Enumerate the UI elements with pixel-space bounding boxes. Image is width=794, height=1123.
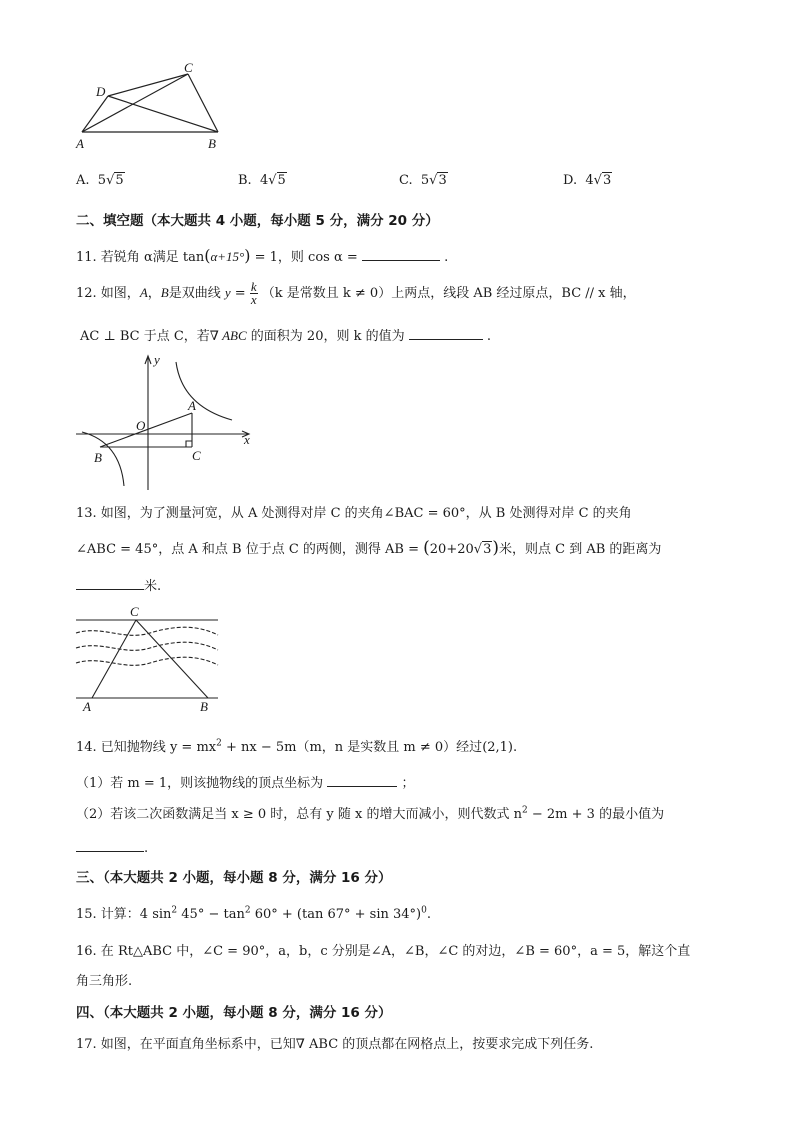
answer-blank-14-1[interactable] [327, 772, 397, 787]
answer-blank-12[interactable] [409, 325, 483, 340]
question-12-line1: 12. 如图，A，B是双曲线 y = $\frac{k}{x}$ （k 是常数且 k ≠ 0）上两点，线段 AB 经过原点，BC // x 轴， [76, 279, 636, 307]
fraction-k-over-x: $\frac{k}{x}$ [250, 279, 257, 307]
hyperbola-figure [72, 350, 264, 494]
section-heading-4: 四、（本大题共 2 小题，每小题 8 分，满分 16 分） [76, 1005, 392, 1021]
option-d[interactable]: D. 4√3 [563, 173, 612, 188]
wave-line-2 [76, 642, 218, 650]
option-b[interactable]: B. 4√5 [238, 173, 286, 188]
segment-cd [108, 74, 188, 96]
question-17: 17. 如图，在平面直角坐标系中，已知∇ ABC 的顶点都在网格点上，按要求完成下列任务. [76, 1037, 594, 1052]
hyperbola-branch-right [176, 362, 232, 420]
label-a: A [188, 398, 196, 413]
question-14-stem: 14. 已知抛物线 $y = mx^2$ + nx − 5m（m，n 是实数且 m ≠ 0）经过(2,1). [76, 738, 518, 755]
label-a: A [76, 136, 84, 151]
label-b: B [200, 699, 208, 714]
segment-da [82, 96, 108, 132]
segment-ac [92, 620, 136, 698]
label-b: B [208, 136, 216, 151]
label-x: x [244, 432, 250, 447]
answer-blank-14-2[interactable] [76, 837, 144, 852]
segment-bc [136, 620, 208, 698]
label-d: D [96, 84, 106, 99]
label-a: A [83, 699, 91, 714]
question-13-line1: 13. 如图，为了测量河宽，从 A 处测得对岸 C 的夹角∠BAC = 60°，从 B 处测得对岸 C 的夹角 [76, 506, 632, 521]
label-c: C [184, 62, 193, 75]
question-14-part1: （1）若 m = 1，则该抛物线的顶点坐标为 ； [76, 772, 414, 791]
label-y: y [154, 352, 160, 367]
label-c: C [130, 604, 139, 619]
river-figure [72, 603, 222, 715]
section-heading-fill-in: 二、填空题（本大题共 4 小题，每小题 5 分，满分 20 分） [76, 213, 439, 229]
wave-line-3 [76, 657, 218, 665]
question-11: 11. 若锐角 α满足 tan(α+15°) = 1，则 cos α = . [76, 246, 449, 265]
option-a[interactable]: A. 5√5 [76, 173, 124, 188]
quadrilateral-figure [70, 62, 230, 154]
section-heading-3: 三、（本大题共 2 小题，每小题 8 分，满分 16 分） [76, 870, 392, 886]
segment-ab [100, 413, 192, 447]
question-16-line2: 角三角形. [76, 974, 133, 989]
label-c: C [192, 448, 201, 463]
label-b: B [94, 450, 102, 465]
question-14-part2-answer: . [76, 837, 148, 856]
answer-blank-13[interactable] [76, 575, 144, 590]
option-c[interactable]: C. 5√3 [399, 173, 447, 188]
question-14-part2: （2）若该二次函数满足当 x ≥ 0 时，总有 y 随 x 的增大而减小，则代数式 $n^2 - 2m + 3$ 的最小值为 [76, 805, 665, 822]
answer-blank-11[interactable] [362, 246, 440, 261]
diagonal-ac [82, 74, 188, 132]
right-angle-mark [186, 441, 192, 447]
question-16-line1: 16. 在 Rt△ABC 中，∠C = 90°，a，b，c 分别是∠A，∠B，∠C 的对边，∠B = 60°，a = 5，解这个直 [76, 944, 691, 959]
question-13-line2: ∠ABC = 45°，点 A 和点 B 位于点 C 的两侧，测得 AB = (20+20√3)米，则点 C 到 AB 的距离为 [76, 538, 662, 558]
question-15: 15. 计算：4 $\sin^2 45^\circ - \tan^2 60^\circ + (\tan$ 67° + sin 34°)$^0$. [76, 905, 431, 922]
question-12-line2: AC ⊥ BC 于点 C，若∇ ABC 的面积为 20，则 k 的值为 . [80, 325, 491, 344]
label-o: O [136, 418, 146, 433]
question-13-line3: 米. [76, 575, 161, 594]
